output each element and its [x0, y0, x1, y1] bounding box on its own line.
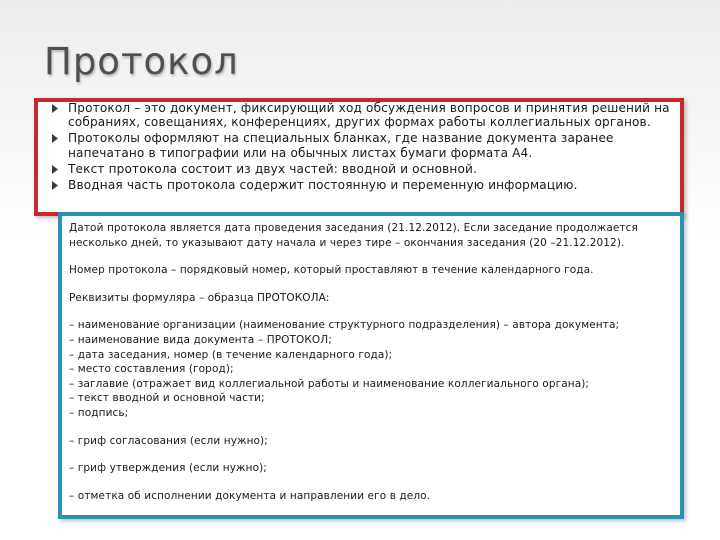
- summary-bullet-list: [49, 101, 681, 192]
- requisites-heading: Реквизиты формуляра – образца ПРОТОКОЛА:: [69, 291, 330, 304]
- approval-stamp-line: – гриф согласования (если нужно);: [69, 434, 268, 447]
- list-item: – наименование вида документа – ПРОТОКОЛ;: [69, 333, 332, 346]
- confirmation-stamp-line: – гриф утверждения (если нужно);: [69, 462, 267, 475]
- bullet-item: [49, 131, 681, 160]
- triangle-bullet-icon: [51, 134, 59, 143]
- date-paragraph: Датой протокола является дата проведения заседания (21.12.2012). Если заседание продолжается несколько дней, то указывают дату начала и через тире – окончания заседания (20 –21.12.2012).: [69, 222, 638, 249]
- triangle-bullet-icon: [51, 181, 59, 190]
- bullet-text: Вводная часть протокола содержит постоянную и переменную информацию.: [68, 177, 578, 192]
- list-item: – дата заседания, номер (в течение календарного года);: [69, 348, 393, 361]
- bullet-text: Протокол – это документ, фиксирующий ход обсуждения вопросов и принятия решений на собраниях, совещаниях, конференциях, других формах работы коллегиальных органов.: [68, 101, 670, 130]
- bullet-item: [49, 101, 681, 130]
- triangle-bullet-icon: [51, 165, 59, 174]
- bullet-text: Протоколы оформляют на специальных бланках, где название документа заранее напечатано в типографии или на обычных листах бумаги формата А4.: [68, 131, 614, 160]
- bullet-item: [49, 162, 681, 176]
- slide-title: Протокол: [44, 40, 239, 83]
- list-item: – место составления (город);: [69, 363, 234, 376]
- list-item: – подпись;: [69, 406, 129, 419]
- list-item: – наименование организации (наименование структурного подразделения) – автора документа;: [69, 319, 620, 332]
- list-item: – заглавие (отражает вид коллегиальной работы и наименование коллегиального органа);: [69, 377, 590, 390]
- triangle-bullet-icon: [51, 104, 59, 113]
- bullet-item: [49, 178, 681, 192]
- execution-mark-line: – отметка об исполнении документа и направлении его в дело.: [69, 489, 431, 502]
- number-paragraph: Номер протокола – порядковый номер, который проставляют в течение календарного года.: [69, 264, 594, 277]
- details-content: [69, 221, 677, 516]
- list-item: – текст вводной и основной части;: [69, 392, 265, 405]
- bullet-text: Текст протокола состоит из двух частей: вводной и основной.: [68, 161, 478, 176]
- requisites-list: [69, 318, 677, 420]
